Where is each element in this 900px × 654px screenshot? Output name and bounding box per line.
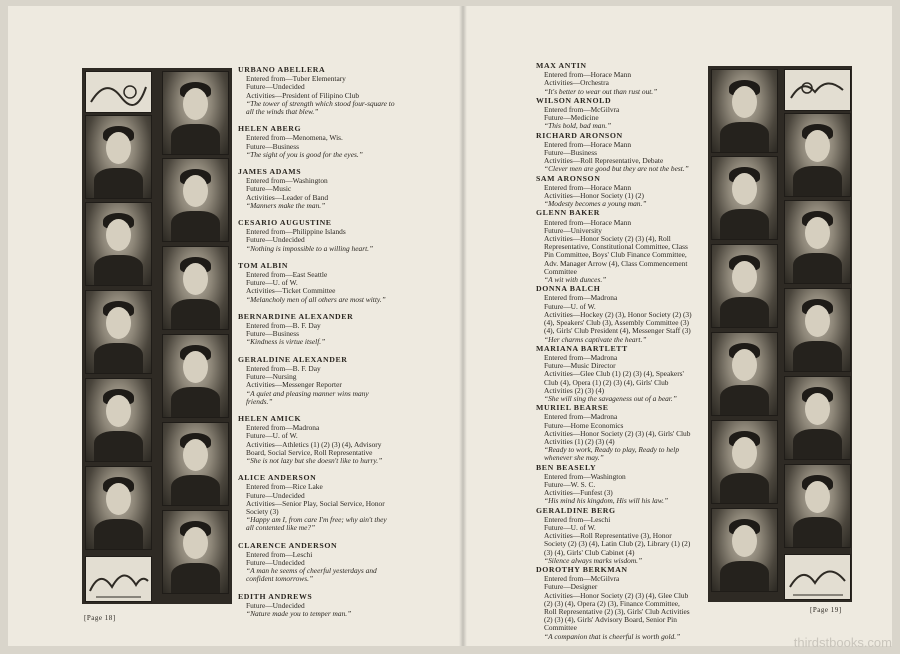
student-entry <box>536 507 694 565</box>
portrait-photo <box>162 422 229 506</box>
student-entry <box>238 168 396 210</box>
student-quote: “Happy am I, from care I'm free; why ain't they all contented like me?” <box>246 515 387 533</box>
entry-line: Activities—Honor Society (1) (2) <box>544 191 644 201</box>
student-quote: “Clever men are good but they are not the best.” <box>544 164 689 174</box>
entry-line: Activities—Hockey (2) (3), Honor Society (2) (3) (4), Speakers' Club (3), Assembly Committee (3) (4), Girls' Club President (4), Messenger Staff (3) <box>544 309 692 336</box>
portrait-photo <box>711 156 778 240</box>
portrait-photo <box>85 115 152 199</box>
entry-line: Entered from—Madrona <box>544 352 618 362</box>
entry-line: Future—Nursing <box>246 372 297 382</box>
entry-line: Future—U. of W. <box>246 431 298 441</box>
entry-line: Entered from—Washington <box>246 176 328 186</box>
student-quote: “This bold, bad man.” <box>544 121 612 131</box>
page-gutter <box>459 6 467 646</box>
student-entry <box>238 262 396 304</box>
entry-line: Activities—Orchestra <box>544 78 609 88</box>
entry-line: Future—Undecided <box>246 82 305 92</box>
portrait-photo <box>85 202 152 286</box>
entry-line: Activities—Glee Club (1) (2) (3) (4), Speakers' Club (4), Opera (1) (2) (3) (4), Girls' Club Activities (2) (3) (4) <box>544 369 684 395</box>
student-entry <box>536 209 694 284</box>
portrait-photo <box>85 466 152 550</box>
portrait-photo <box>711 420 778 504</box>
entry-line: Future—Business <box>544 148 597 158</box>
entry-line: Entered from—Tuber Elementary <box>246 74 346 84</box>
right-text-column <box>536 62 694 642</box>
student-name: BEN BEASELY <box>536 462 597 472</box>
portrait-photo <box>85 290 152 374</box>
entry-line: Future—U. of W. <box>544 522 596 532</box>
portrait-photo <box>784 464 851 548</box>
student-quote: “A companion that is cheerful is worth gold.” <box>544 631 681 641</box>
student-name: MAX ANTIN <box>536 61 587 70</box>
student-quote: “It's better to wear out than rust out.” <box>544 86 658 96</box>
portrait-photo <box>711 508 778 592</box>
entry-line: Activities—Roll Representative, Debate <box>544 156 664 166</box>
entry-line: Entered from—Leschi <box>544 514 611 524</box>
student-quote: “The tower of strength which stood four-square to all the winds that blew.” <box>246 98 395 117</box>
student-quote: “Kindness is virtue itself.” <box>246 337 326 347</box>
student-entry <box>238 356 396 406</box>
entry-line: Future—Designer <box>544 582 598 592</box>
student-quote: “Manners make the man.” <box>246 200 326 210</box>
entry-line: Future—Undecided <box>246 557 305 567</box>
entry-line: Activities—Senior Play, Social Service, Honor Society (3) <box>246 498 385 516</box>
student-name: GLENN BAKER <box>536 208 601 218</box>
entry-line: Activities—President of Filipino Club <box>246 90 360 100</box>
student-entry <box>238 593 396 619</box>
portrait-photo <box>162 510 229 594</box>
student-entry <box>238 125 396 159</box>
student-name: CLARENCE ANDERSON <box>238 540 338 550</box>
entry-line: Entered from—McGilvra <box>544 574 620 584</box>
student-quote: “Silence always marks wisdom.” <box>544 555 643 565</box>
portrait-photo <box>711 69 778 153</box>
student-name: BERNARDINE ALEXANDER <box>238 311 354 321</box>
student-entry <box>238 474 396 532</box>
student-quote: “A man he seems of cheerful yesterdays and confident tomorrows.” <box>246 566 377 584</box>
student-entry <box>536 404 694 462</box>
portrait-photo <box>784 200 851 284</box>
student-name: TOM ALBIN <box>238 260 289 270</box>
student-entry <box>536 175 694 209</box>
student-quote: “Ready to work, Ready to play, Ready to help whenever she may.” <box>544 445 680 463</box>
entry-line: Entered from—Leschi <box>246 549 313 559</box>
entry-line: Entered from—B. F. Day <box>246 321 321 331</box>
entry-line: Activities—Roll Representative (3), Honor Society (2) (3) (4), Latin Club (2), Library (1) (2) (3) (4), Girls' Club Cabinet (4) <box>544 531 691 557</box>
entry-line: Future—Undecided <box>246 600 305 610</box>
student-quote: “The sight of you is good for the eyes.” <box>246 149 363 159</box>
entry-line: Entered from—Philippine Islands <box>246 227 346 237</box>
entry-line: Future—U. of W. <box>246 278 298 288</box>
student-name: GERALDINE ALEXANDER <box>238 354 348 364</box>
entry-line: Future—Undecided <box>246 490 305 500</box>
entry-line: Entered from—Washington <box>544 471 626 481</box>
portrait-photo <box>711 244 778 328</box>
portrait-photo <box>85 378 152 462</box>
student-quote: “She is not lazy but she doesn't like to hurry.” <box>246 455 383 465</box>
entry-line: Future—Undecided <box>246 235 305 245</box>
student-entry <box>536 464 694 506</box>
student-quote: “Modesty becomes a young man.” <box>544 199 647 209</box>
portrait-photo <box>784 376 851 460</box>
student-name: HELEN ABERG <box>238 124 302 134</box>
page-number-right: [Page 19] <box>810 606 842 614</box>
student-quote: “A quiet and pleasing manner wins many friends.” <box>246 388 369 406</box>
student-name: ALICE ANDERSON <box>238 473 317 483</box>
entry-line: Future—Home Economics <box>544 420 624 430</box>
entry-line: Activities—Messenger Reporter <box>246 380 342 390</box>
student-entry <box>238 219 396 253</box>
student-name: DOROTHY BERKMAN <box>536 564 628 574</box>
portrait-photo <box>711 332 778 416</box>
student-name: MARIANA BARTLETT <box>536 343 628 353</box>
student-entry <box>238 415 396 465</box>
student-entry <box>536 345 694 403</box>
entry-line: Future—W. S. C. <box>544 479 596 489</box>
entry-line: Entered from—Madrona <box>544 293 618 303</box>
entry-line: Entered from—Horace Mann <box>544 182 632 192</box>
watermark-text: thirdstbooks.com <box>793 635 892 650</box>
entry-line: Future—Medicine <box>544 113 599 123</box>
ornament-illustration <box>784 554 851 600</box>
entry-line: Entered from—Rice Lake <box>246 482 323 492</box>
entry-line: Entered from—B. F. Day <box>246 363 321 373</box>
entry-line: Future—Music Director <box>544 361 616 371</box>
student-quote: “A wit with dunces.” <box>544 275 607 285</box>
student-name: HELEN AMICK <box>238 413 302 423</box>
student-quote: “Melancholy men of all others are most witty.” <box>246 294 386 304</box>
right-photo-column <box>708 66 852 602</box>
student-name: EDITH ANDREWS <box>238 591 313 601</box>
student-quote: “Nothing is impossible to a willing heart.” <box>246 243 374 253</box>
entry-line: Future—University <box>544 225 602 235</box>
page-number-left: [Page 18] <box>84 614 116 622</box>
entry-line: Future—Business <box>246 141 299 151</box>
student-entry <box>238 66 396 116</box>
student-entry <box>536 285 694 343</box>
student-name: WILSON ARNOLD <box>536 95 612 105</box>
student-name: DONNA BALCH <box>536 284 601 294</box>
student-quote: “His mind his kingdom, His will his law.” <box>544 496 669 506</box>
student-entry <box>536 97 694 131</box>
entry-line: Entered from—Horace Mann <box>544 217 632 227</box>
entry-line: Entered from—East Seattle <box>246 270 328 280</box>
student-entry <box>536 132 694 174</box>
entry-line: Activities—Honor Society (2) (3) (4), Glee Club (2) (3) (4), Opera (2) (3), Finance Committee, Roll Representative (2) (3), Girls' Club Activities (2) (3) (4), Girls' Advisory Board, Senior Pin Committee <box>544 590 690 633</box>
student-name: RICHARD ARONSON <box>536 130 623 140</box>
student-entry <box>536 566 694 641</box>
entry-line: Entered from—McGilvra <box>544 105 620 115</box>
entry-line: Activities—Honor Society (2) (3) (4), Roll Representative, Constitutional Committee, Class Pin Committee, Boys' Club Finance Committee, Adv. Manager Arrow (4), Class Commencement Committee <box>544 234 688 276</box>
entry-line: Activities—Honor Society (2) (3) (4), Girls' Club Activities (1) (2) (3) (4) <box>544 428 691 446</box>
left-photo-column <box>82 68 232 604</box>
student-name: SAM ARONSON <box>536 173 601 183</box>
student-name: GERALDINE BERG <box>536 505 616 515</box>
entry-line: Future—Business <box>246 329 299 339</box>
entry-line: Activities—Funfest (3) <box>544 488 613 498</box>
entry-line: Entered from—Madrona <box>544 412 618 422</box>
student-entry <box>238 542 396 584</box>
portrait-photo <box>162 158 229 242</box>
student-quote: “Her charms captivate the heart.” <box>544 334 647 344</box>
entry-line: Entered from—Horace Mann <box>544 139 632 149</box>
entry-line: Activities—Ticket Committee <box>246 286 336 296</box>
student-entry <box>536 62 694 96</box>
student-name: CESARIO AUGUSTINE <box>238 218 332 228</box>
student-quote: “She will sing the savageness out of a bear.” <box>544 393 677 403</box>
left-text-column <box>238 66 396 627</box>
student-name: MURIEL BEARSE <box>536 403 609 413</box>
ornament-illustration <box>85 556 152 602</box>
student-name: URBANO ABELLERA <box>238 65 326 74</box>
entry-line: Future—Music <box>246 184 292 194</box>
portrait-photo <box>784 113 851 197</box>
entry-line: Activities—Leader of Band <box>246 192 329 202</box>
ornament-illustration <box>784 69 851 111</box>
entry-line: Future—U. of W. <box>544 301 596 311</box>
student-entry <box>238 313 396 347</box>
entry-line: Entered from—Horace Mann <box>544 70 632 80</box>
entry-line: Entered from—Madrona <box>246 423 320 433</box>
entry-line: Entered from—Menomena, Wis. <box>246 133 343 143</box>
ornament-illustration <box>85 71 152 113</box>
portrait-photo <box>162 334 229 418</box>
student-name: JAMES ADAMS <box>238 167 302 177</box>
portrait-photo <box>162 246 229 330</box>
portrait-photo <box>784 288 851 372</box>
entry-line: Activities—Athletics (1) (2) (3) (4), Advisory Board, Social Service, Roll Representative <box>246 439 382 457</box>
student-quote: “Nature made you to temper man.” <box>246 608 352 618</box>
portrait-photo <box>162 71 229 155</box>
